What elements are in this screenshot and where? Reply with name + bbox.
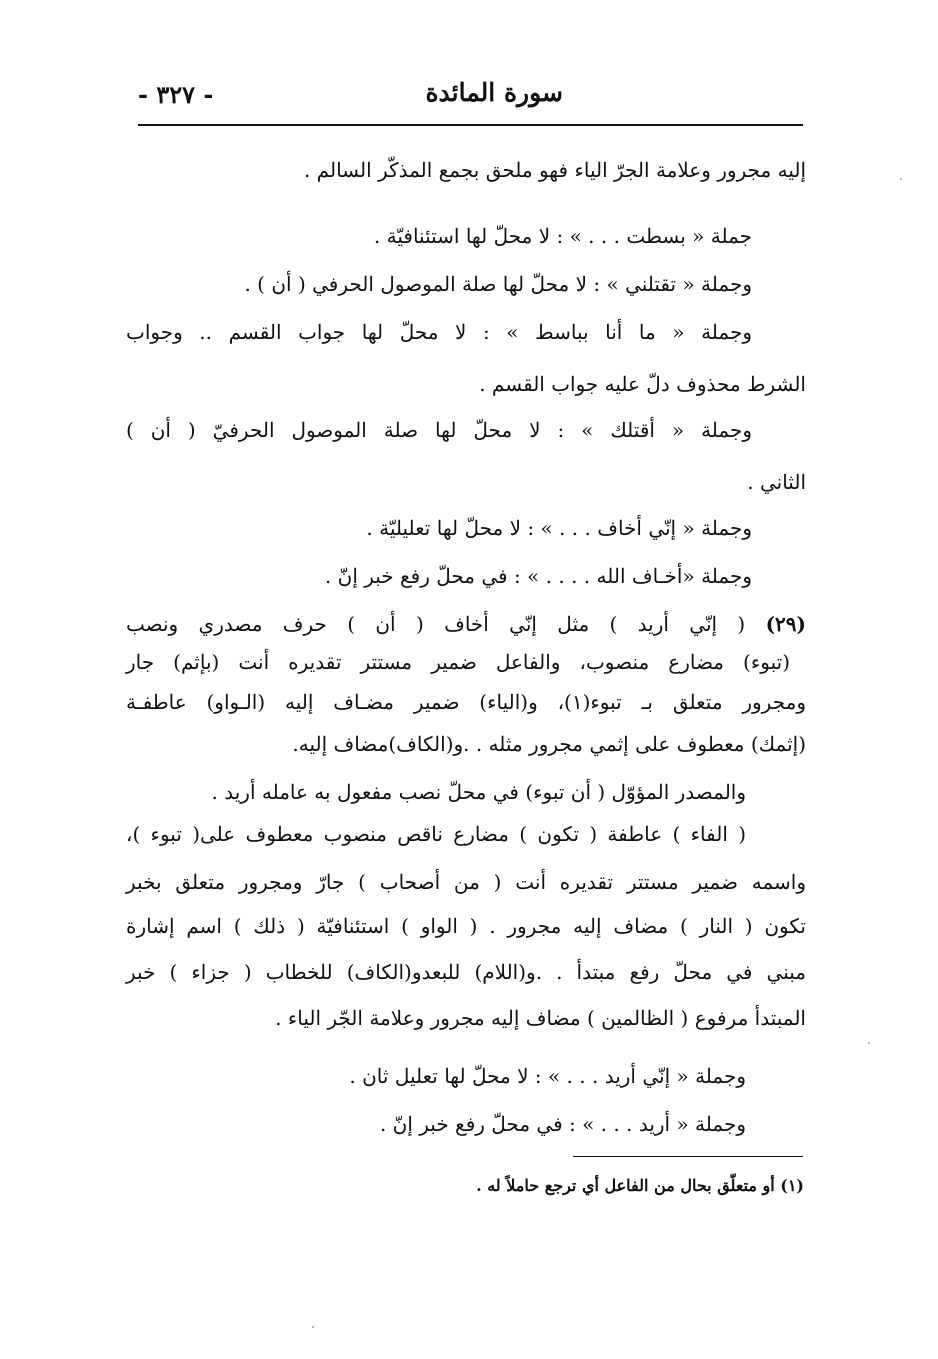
page-header xyxy=(138,76,803,124)
body-line: وجملة « تقتلني » : لا محلّ لها صلة الموصول الحرفي ( أن ) . xyxy=(244,272,752,296)
body-line: وجملة « أريد . . . » : في محلّ رفع خبر إنّ . xyxy=(379,1112,746,1136)
body-line: مبني في محلّ رفع مبتدأ . .و(اللام) للبعدو(الكاف) للخطاب ( جزاء ) خبر xyxy=(126,960,806,984)
body-line: وجملة « إنّي أريد . . . » : لا محلّ لها تعليل ثان . xyxy=(349,1064,746,1088)
body-line: الشرط محذوف دلّ عليه جواب القسم . xyxy=(479,372,806,396)
body-line: وجملة « إنّي أخاف . . . » : لا محلّ لها تعليليّة . xyxy=(366,516,752,540)
header-rule xyxy=(138,124,803,126)
body-line: ومجرور متعلق بـ تبوء(١)، و(الياء) ضمير مضـاف إليه (الـواو) عاطفـة xyxy=(126,690,806,714)
body-line: والمصدر المؤوّل ( أن تبوء) في محلّ نصب مفعول به عامله أريد . xyxy=(211,780,746,804)
page-number: - ٣٢٧ - xyxy=(138,80,214,109)
body-paragraph-line xyxy=(126,612,806,636)
paper-speck xyxy=(868,1042,870,1044)
body-line: وجملة «أخـاف الله . . . . » : في محلّ رفع خبر إنّ . xyxy=(324,564,752,588)
footnote: (١) أو متعلّق بحال من الفاعل أي ترجع حاملاً له . xyxy=(476,1176,804,1195)
surah-title: سورة المائدة xyxy=(425,78,563,107)
body-line: وجملة « أقتلك » : لا محلّ لها صلة الموصول الحرفيّ ( أن ) xyxy=(126,418,752,442)
footnote-rule xyxy=(573,1156,803,1157)
body-line: الثاني . xyxy=(747,470,806,494)
body-line: وجملة « ما أنا بباسط » : لا محلّ لها جواب القسم .. وجواب xyxy=(126,320,752,344)
body-line: واسمه ضمير مستتر تقديره أنت ( من أصحاب ) جارّ ومجرور متعلق بخبر xyxy=(126,870,806,894)
body-line: تكون ( النار ) مضاف إليه مجرور . ( الواو ) استئنافيّة ( ذلك ) اسم إشارة xyxy=(126,914,806,938)
body-line: ( الفاء ) عاطفة ( تكون ) مضارع ناقص منصوب معطوف على( تبوء )، xyxy=(126,822,746,846)
body-line: المبتدأ مرفوع ( الظالمين ) مضاف إليه مجرور وعلامة الجّر الياء . xyxy=(275,1006,806,1030)
body-line: (تبوء) مضارع منصوب، والفاعل ضمير مستتر تقديره أنت (بإثم) جار xyxy=(126,650,790,674)
paper-speck xyxy=(900,178,902,180)
body-line: جملة « بسطت . . . » : لا محلّ لها استئنافيّة . xyxy=(373,224,752,248)
paper-speck xyxy=(312,1326,314,1328)
verse-number: (٢٩) xyxy=(765,612,806,636)
body-line: إليه مجرور وعلامة الجرّ الياء فهو ملحق بجمع المذكّر السالم . xyxy=(303,158,806,182)
body-line: (إثمك) معطوف على إثمي مجرور مثله . .و(الكاف)مضاف إليه. xyxy=(292,732,806,756)
body-line-text: ( إنّي أريد ) مثل إنّي أخاف ( أن ) حرف مصدري ونصب xyxy=(126,612,746,636)
